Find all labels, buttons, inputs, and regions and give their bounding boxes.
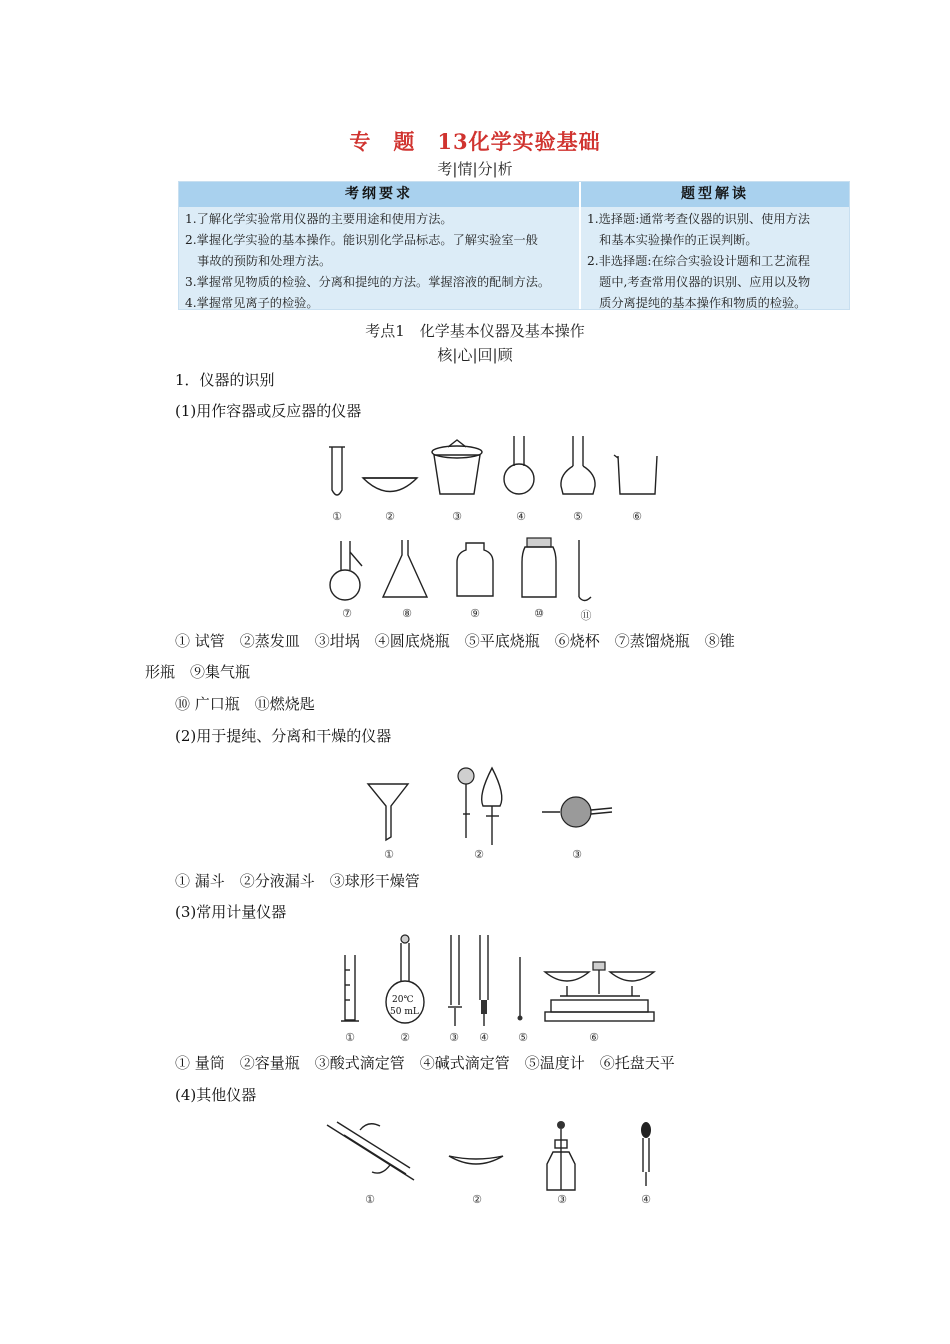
flask-volume-text: 50 mL bbox=[390, 1007, 419, 1017]
instrument-label: ⑧ bbox=[402, 607, 412, 620]
page-title: 专 题 13化学实验基础 bbox=[349, 129, 601, 154]
dropping-bottle-icon bbox=[547, 1121, 575, 1190]
subsection-heading: (4)其他仪器 bbox=[175, 1086, 257, 1104]
list-item: 2.非选择题:在综合实验设计题和工艺流程 bbox=[587, 254, 810, 268]
description-line: ⑩ 广口瓶 ⑪燃烧匙 bbox=[175, 695, 315, 713]
list-item: 质分离提纯的基本操作和物质的检验。 bbox=[587, 296, 807, 310]
list-item: 题中,考查常用仪器的识别、应用以及物 bbox=[587, 275, 811, 289]
instrument-label: ⑪ bbox=[580, 609, 592, 622]
description-line: ① 量筒 ②容量瓶 ③酸式滴定管 ④碱式滴定管 ⑤温度计 ⑥托盘天平 bbox=[175, 1054, 675, 1072]
instrument-label: ⑦ bbox=[342, 607, 352, 620]
description-line: 形瓶 ⑨集气瓶 bbox=[145, 663, 251, 681]
list-item: 事故的预防和处理方法。 bbox=[185, 254, 332, 268]
analysis-heading: 考|情|分|析 bbox=[437, 160, 513, 178]
instrument-label: ③ bbox=[557, 1193, 567, 1206]
instrument-label: ① bbox=[365, 1193, 375, 1206]
subsection-heading: (2)用于提纯、分离和干燥的仪器 bbox=[175, 727, 392, 745]
subsection-heading: (1)用作容器或反应器的仪器 bbox=[175, 402, 362, 420]
instrument-label: ④ bbox=[516, 510, 526, 523]
instrument-label: ⑨ bbox=[470, 607, 480, 620]
flask-temperature-text: 20℃ bbox=[392, 995, 414, 1005]
right-header: 题型解读 bbox=[581, 182, 849, 207]
instrument-label: ① bbox=[345, 1031, 355, 1044]
dropper-icon bbox=[641, 1122, 651, 1186]
item-heading: 1．仪器的识别 bbox=[175, 371, 275, 389]
instrument-label: ④ bbox=[479, 1031, 489, 1044]
description-line: ① 试管 ②蒸发皿 ③坩埚 ④圆底烧瓶 ⑤平底烧瓶 ⑥烧杯 ⑦蒸馏烧瓶 ⑧锥 bbox=[175, 632, 735, 650]
instrument-label: ② bbox=[400, 1031, 410, 1044]
subsection-heading: (3)常用计量仪器 bbox=[175, 903, 287, 921]
list-item: 1.了解化学实验常用仪器的主要用途和使用方法。 bbox=[185, 212, 453, 226]
instrument-label: ② bbox=[472, 1193, 482, 1206]
list-item: 2.掌握化学实验的基本操作。能识别化学品标志。了解实验室一般 bbox=[185, 233, 538, 247]
instrument-label: ① bbox=[384, 848, 394, 861]
instrument-label: ⑥ bbox=[632, 510, 642, 523]
left-header: 考纲要求 bbox=[179, 182, 579, 207]
instrument-label: ④ bbox=[641, 1193, 651, 1206]
instrument-label: ⑤ bbox=[518, 1031, 528, 1044]
instrument-label: ② bbox=[385, 510, 395, 523]
list-item: 3.掌握常见物质的检验、分离和提纯的方法。掌握溶液的配制方法。 bbox=[185, 275, 551, 289]
instrument-label: ② bbox=[474, 848, 484, 861]
list-item: 4.掌握常见离子的检验。 bbox=[185, 296, 319, 310]
instrument-label: ⑤ bbox=[573, 510, 583, 523]
description-line: ① 漏斗 ②分液漏斗 ③球形干燥管 bbox=[175, 872, 420, 890]
instrument-label: ③ bbox=[572, 848, 582, 861]
list-item: 1.选择题:通常考查仪器的识别、使用方法 bbox=[587, 212, 810, 226]
instrument-label: ⑩ bbox=[534, 607, 544, 620]
instrument-label: ⑥ bbox=[589, 1031, 599, 1044]
instrument-label: ③ bbox=[452, 510, 462, 523]
watch-glass-icon bbox=[449, 1156, 503, 1164]
condenser-icon bbox=[327, 1122, 414, 1180]
list-item: 和基本实验操作的正误判断。 bbox=[587, 233, 758, 247]
instrument-label: ① bbox=[332, 510, 342, 523]
review-heading: 核|心|回|顾 bbox=[437, 346, 513, 364]
instrument-label: ③ bbox=[449, 1031, 459, 1044]
section-title: 考点1 化学基本仪器及基本操作 bbox=[365, 322, 585, 340]
